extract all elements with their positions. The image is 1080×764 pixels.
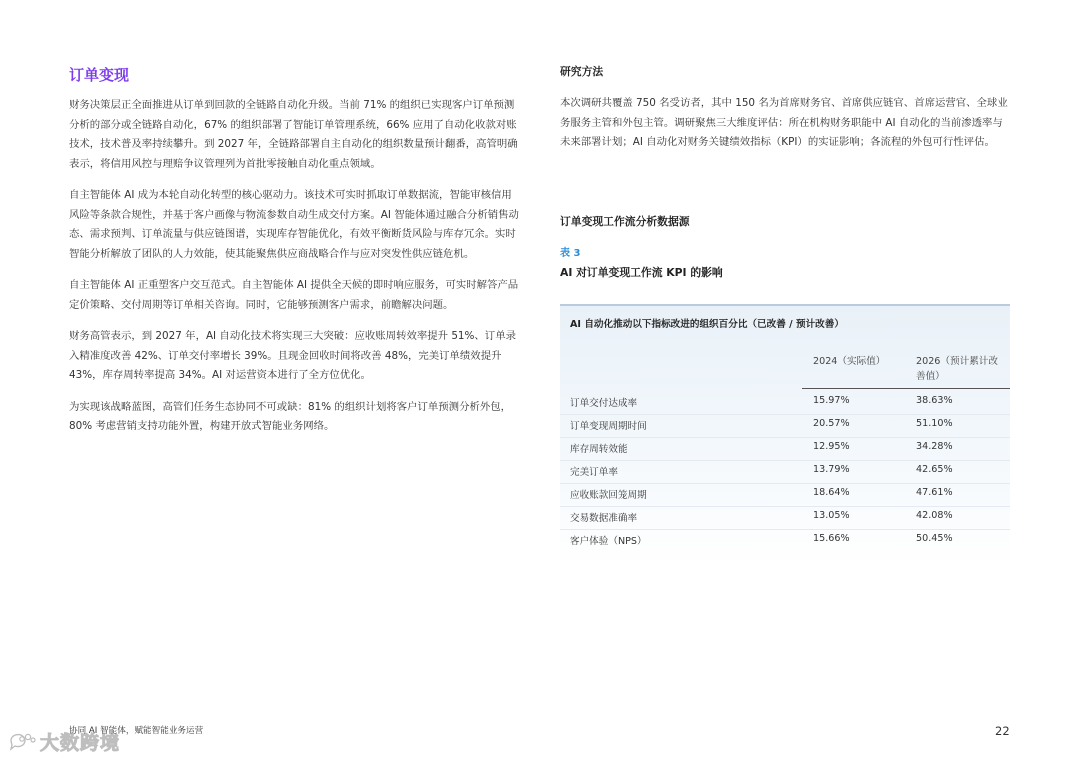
table-row	[560, 483, 1010, 506]
table-row	[560, 460, 1010, 483]
chat-bubbles-icon	[8, 731, 36, 753]
footer-title: 协同 AI 智能体，赋能智能业务运营	[69, 726, 204, 736]
table-caption: AI 对订单变现工作流 KPI 的影响	[560, 266, 723, 279]
table-row	[560, 529, 1010, 552]
row-value-2026: 42.65%	[916, 464, 953, 475]
row-value-2024: 18.64%	[813, 487, 850, 498]
row-label: 交易数据准确率	[570, 513, 638, 524]
data-source-title: 订单变现工作流分析数据源	[560, 215, 690, 228]
table-row	[560, 391, 1010, 414]
row-value-2024: 12.95%	[813, 441, 850, 452]
row-value-2024: 20.57%	[813, 418, 850, 429]
table-row	[560, 414, 1010, 437]
watermark	[8, 728, 120, 755]
page-number: 22	[995, 724, 1010, 738]
methodology-box	[560, 64, 1012, 153]
row-value-2024: 13.79%	[813, 464, 850, 475]
column-header-2026: 2026（预计累计改善值）	[916, 356, 998, 382]
section-title: 订单变现	[69, 66, 130, 84]
row-label: 客户体验（NPS）	[570, 536, 647, 547]
watermark-text: 大数跨境	[40, 732, 121, 754]
body-paragraph: 自主智能体 AI 成为本轮自动化转型的核心驱动力。该技术可实时抓取订单数据流，智能审核信用风险等条款合规性，并基于客户画像与物流参数自动生成交付方案。AI 智能体通过融合分析销售动态、需求预判、订单流量与供应链图谱，实现库存智能优化，有效平衡断货风险与库存冗余。实时智能分析解放了团队的人力效能，使其能聚焦供应商战略合作与应对突发性供应链危机。	[69, 189, 519, 260]
table-row	[560, 437, 1010, 460]
row-value-2026: 42.08%	[916, 510, 953, 521]
row-value-2026: 51.10%	[916, 418, 953, 429]
table-row	[560, 506, 1010, 529]
row-label: 应收账款回笼周期	[570, 490, 647, 501]
row-value-2024: 15.66%	[813, 533, 850, 544]
row-value-2024: 13.05%	[813, 510, 850, 521]
row-label: 订单变现周期时间	[570, 421, 647, 432]
methodology-text: 本次调研共覆盖 750 名受访者，其中 150 名为首席财务官、首席供应链官、首席运营官、全球业务服务主管和外包主管。调研聚焦三大维度评估：所在机构财务职能中 AI 自动化的当前渗透率与未来部署计划；AI 自动化对财务关键绩效指标（KPI）的实证影响；各流程的外包可行性评估。	[560, 97, 1008, 148]
row-label: 库存周转效能	[570, 444, 628, 455]
row-label: 订单交付达成率	[570, 398, 638, 409]
row-value-2026: 34.28%	[916, 441, 953, 452]
header-divider	[802, 388, 1010, 389]
row-label: 完美订单率	[570, 467, 618, 478]
row-value-2026: 38.63%	[916, 395, 953, 406]
table-header: AI 自动化推动以下指标改进的组织百分比（已改善 / 预计改善）	[570, 319, 844, 330]
row-value-2026: 47.61%	[916, 487, 953, 498]
body-paragraph: 自主智能体 AI 正重塑客户交互范式。自主智能体 AI 提供全天候的即时响应服务，可实时解答产品定价策略、交付周期等订单相关咨询。同时，它能够预测客户需求，前瞻解决问题。	[69, 279, 519, 311]
methodology-title: 研究方法	[560, 65, 604, 78]
body-paragraph: 财务高管表示，到 2027 年，AI 自动化技术将实现三大突破：应收账周转效率提升 51%、订单录入精准度改善 42%、订单交付率增长 39%。且现金回收时间将改善 48%，完美订单绩效提升 43%，库存周转率提高 34%。AI 对运营资本进行了全方位优化。	[69, 330, 516, 381]
kpi-table	[560, 304, 1010, 566]
body-paragraph: 财务决策层正全面推进从订单到回款的全链路自动化升级。当前 71% 的组织已实现客户订单预测分析的部分或全链路自动化，67% 的组织部署了智能订单管理系统，66% 应用了自动化收款对账技术，技术普及率持续攀升。到 2027 年，全链路部署自主自动化的组织数量预计翻番，高管明确表示，将信用风控与理赔争议管理列为首批零接触自动化重点领域。	[69, 99, 518, 170]
body-paragraph: 为实现该战略蓝图，高管们任务生态协同不可或缺：81% 的组织计划将客户订单预测分析外包，80% 考虑营销支持功能外置，构建开放式智能业务网络。	[69, 400, 512, 432]
column-header-2024: 2024（实际值）	[813, 356, 886, 367]
left-column	[69, 64, 521, 449]
row-value-2026: 50.45%	[916, 533, 953, 544]
row-value-2024: 15.97%	[813, 395, 850, 406]
table-label: 表 3	[560, 248, 581, 259]
